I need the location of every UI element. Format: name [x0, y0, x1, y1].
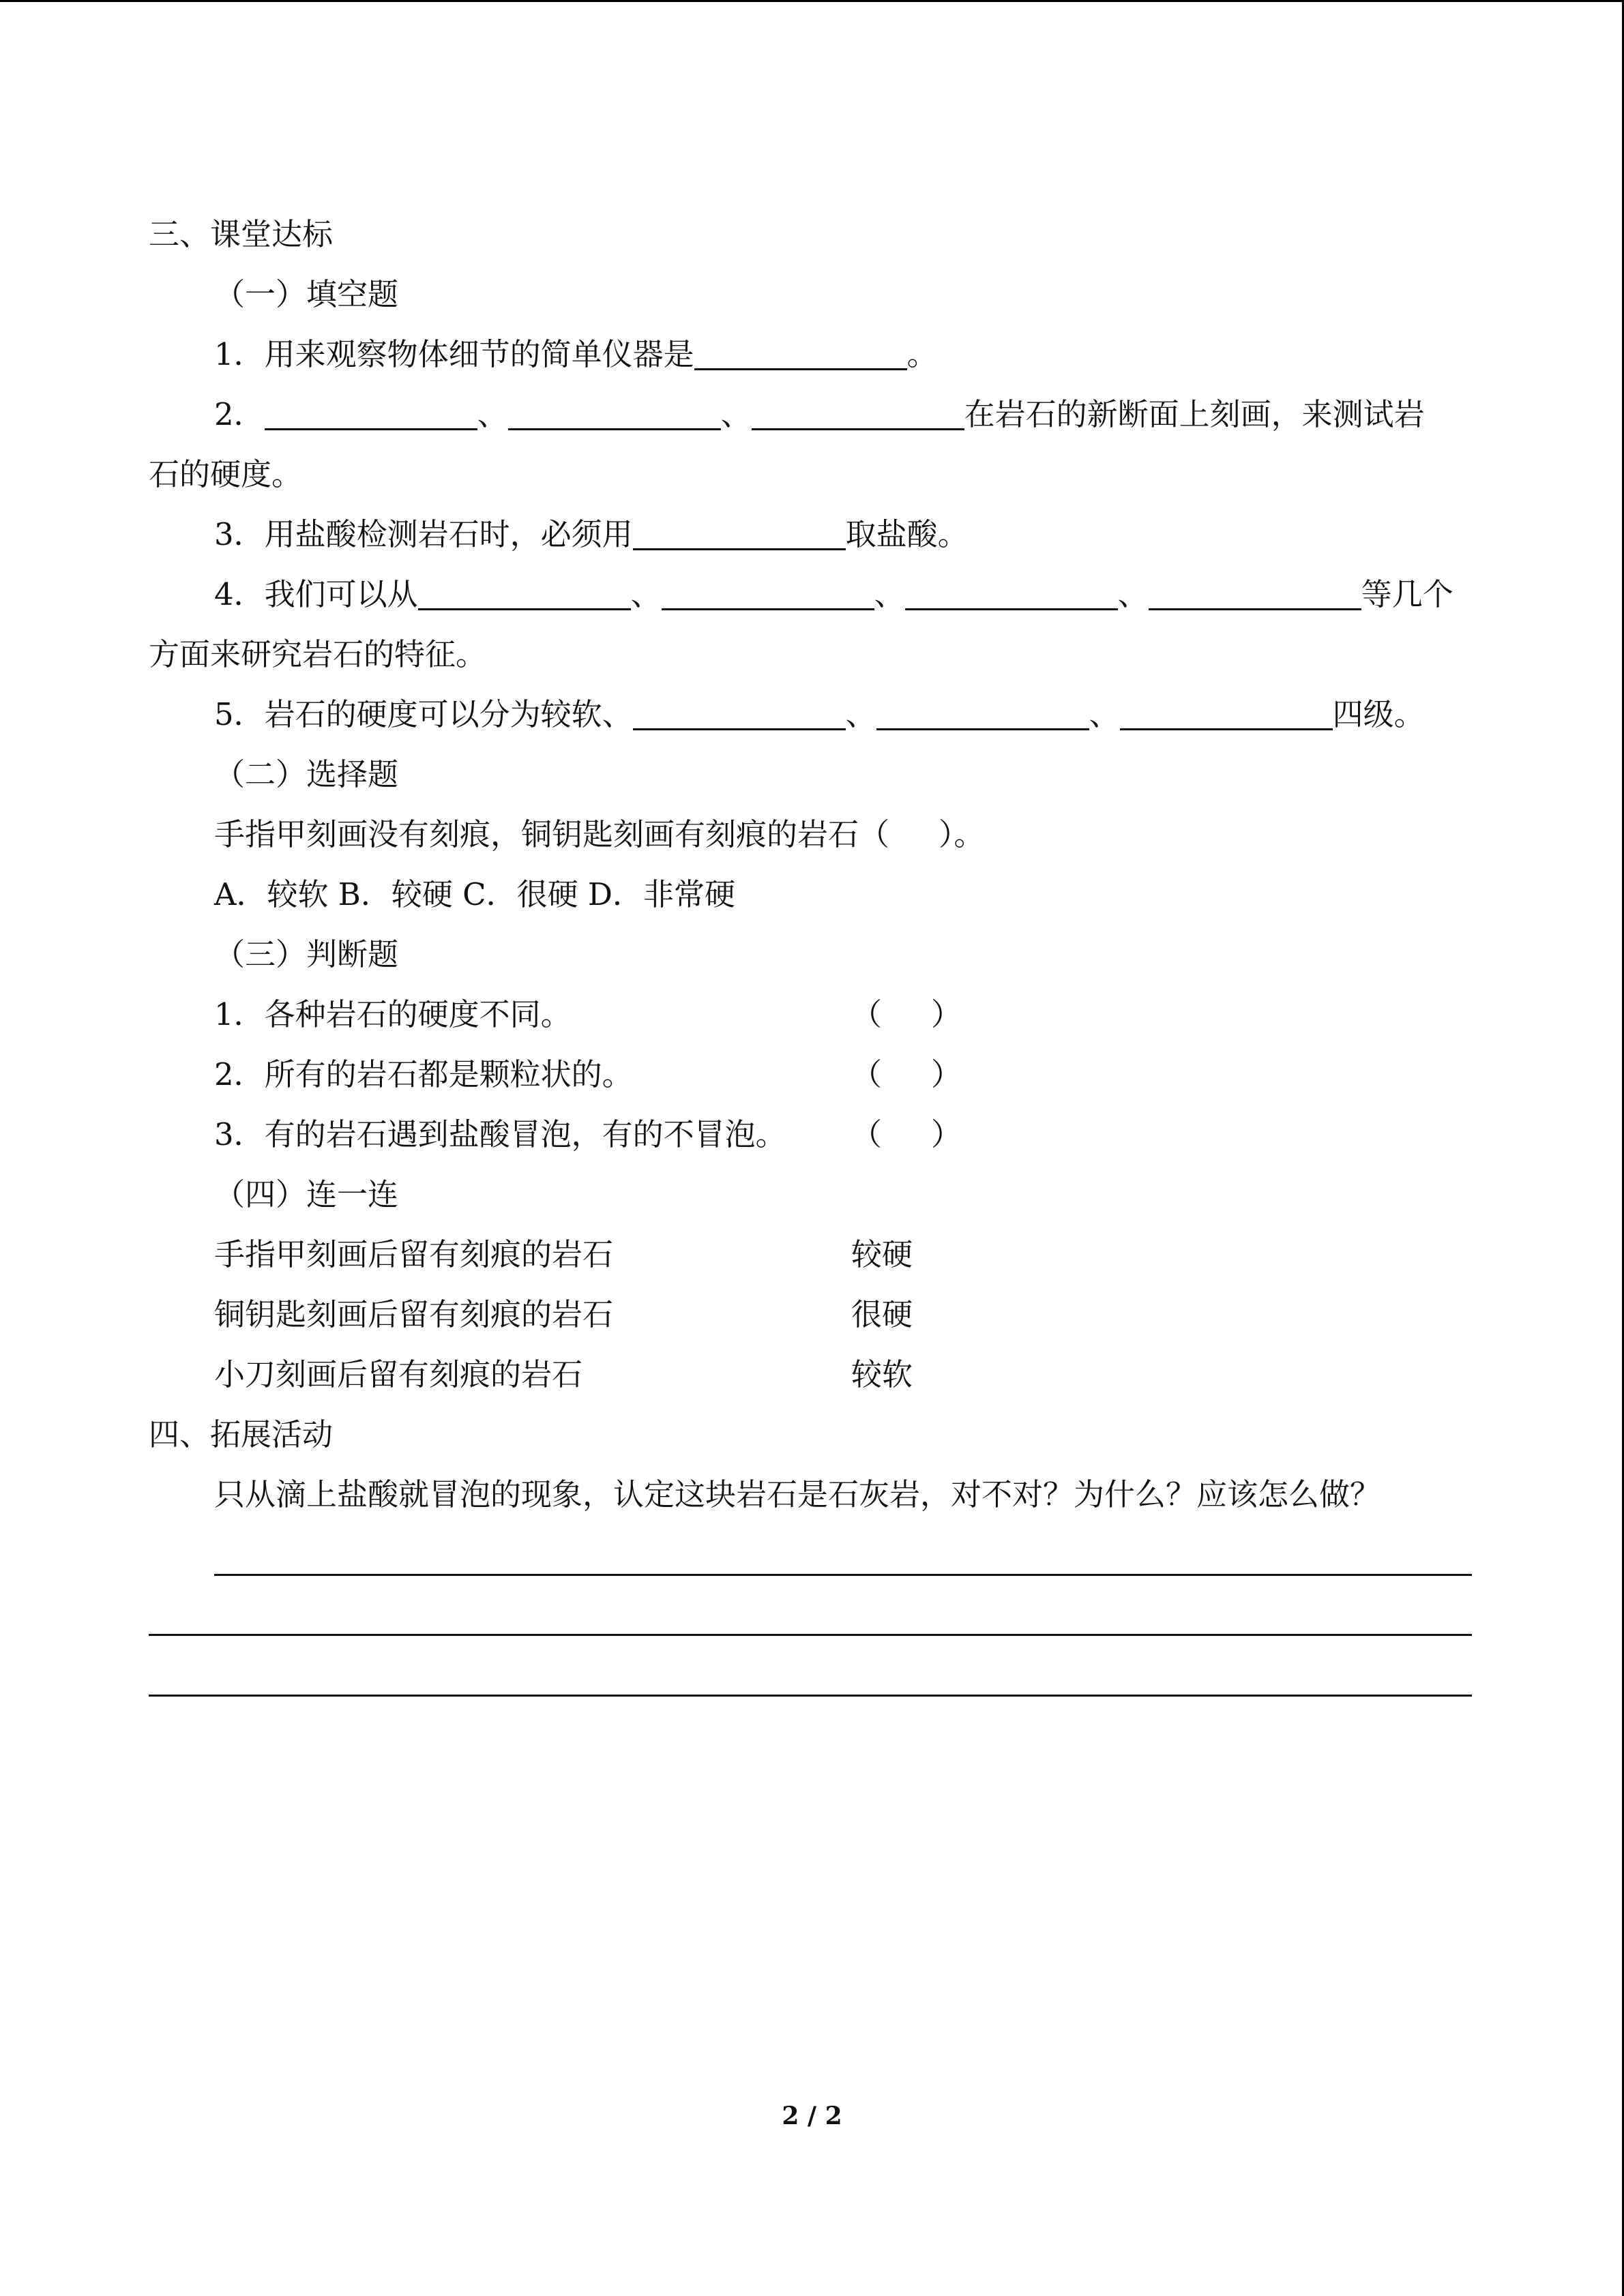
answer-blank[interactable]	[1149, 570, 1361, 610]
answer-line[interactable]	[214, 1574, 1472, 1576]
fill-question-4: 4．我们可以从 、 、 、 等几个	[149, 565, 1472, 625]
answer-blank[interactable]	[905, 570, 1118, 610]
choice-question: 手指甲刻画没有刻痕，铜钥匙刻画有刻痕的岩石（ ）。	[214, 816, 985, 852]
match-row	[149, 1345, 1472, 1405]
page-number: 2 / 2	[782, 2102, 842, 2130]
fill-question-5: 5．岩石的硬度可以分为较软、 、 、 四级。	[149, 685, 1472, 745]
match-right-item[interactable]: 很硬	[851, 1296, 913, 1332]
section-3-title: 三、课堂达标	[149, 216, 334, 252]
answer-blank[interactable]	[694, 330, 907, 370]
judge-answer-slot[interactable]: （ ）	[851, 996, 962, 1032]
judge-item: 1．各种岩石的硬度不同。 （ ）	[149, 985, 1472, 1045]
match-row	[149, 1285, 1472, 1345]
fill-question-2: 2． 、 、 在岩石的新断面上刻画，来测试岩	[149, 385, 1472, 445]
match-right-item[interactable]: 较软	[851, 1356, 913, 1392]
answer-blank[interactable]	[508, 390, 721, 430]
extension-question: 只从滴上盐酸就冒泡的现象，认定这块岩石是石灰岩，对不对？为什么？应该怎么做？	[214, 1476, 1381, 1512]
fill-question-4-continued: 方面来研究岩石的特征。	[149, 636, 487, 672]
worksheet-page	[149, 205, 1472, 1525]
match-left-item[interactable]: 手指甲刻画后留有刻痕的岩石	[214, 1236, 614, 1272]
answer-blank[interactable]	[418, 570, 631, 610]
section-4-title: 四、拓展活动	[149, 1416, 334, 1452]
match-row	[149, 1225, 1472, 1285]
answer-line[interactable]	[149, 1695, 1472, 1697]
answer-line[interactable]	[149, 1634, 1472, 1636]
answer-blank[interactable]	[1120, 690, 1333, 730]
judge-heading: （三）判断题	[214, 936, 399, 972]
fill-question-1: 1．用来观察物体细节的简单仪器是 。	[149, 325, 1472, 385]
match-left-item[interactable]: 铜钥匙刻画后留有刻痕的岩石	[214, 1296, 614, 1332]
fill-question-3: 3．用盐酸检测岩石时，必须用 取盐酸。	[149, 505, 1472, 565]
match-heading: （四）连一连	[214, 1176, 399, 1212]
answer-blank[interactable]	[752, 390, 964, 430]
answer-blank[interactable]	[265, 390, 477, 430]
judge-answer-slot[interactable]: （ ）	[851, 1116, 962, 1152]
judge-item: 2．所有的岩石都是颗粒状的。 （ ）	[149, 1045, 1472, 1105]
answer-blank[interactable]	[662, 570, 874, 610]
match-right-item[interactable]: 较硬	[851, 1236, 913, 1272]
answer-blank[interactable]	[876, 690, 1089, 730]
fill-question-2-continued: 石的硬度。	[149, 456, 303, 492]
judge-item: 3．有的岩石遇到盐酸冒泡，有的不冒泡。 （ ）	[149, 1105, 1472, 1165]
fill-blank-heading: （一）填空题	[214, 276, 399, 312]
answer-blank[interactable]	[633, 690, 846, 730]
choice-options: A．较软 B．较硬 C．很硬 D．非常硬	[214, 876, 735, 912]
judge-answer-slot[interactable]: （ ）	[851, 1056, 962, 1092]
answer-blank[interactable]	[633, 510, 846, 550]
page-border-top	[0, 0, 1624, 2]
match-left-item[interactable]: 小刀刻画后留有刻痕的岩石	[214, 1356, 583, 1392]
choice-heading: （二）选择题	[214, 756, 399, 792]
